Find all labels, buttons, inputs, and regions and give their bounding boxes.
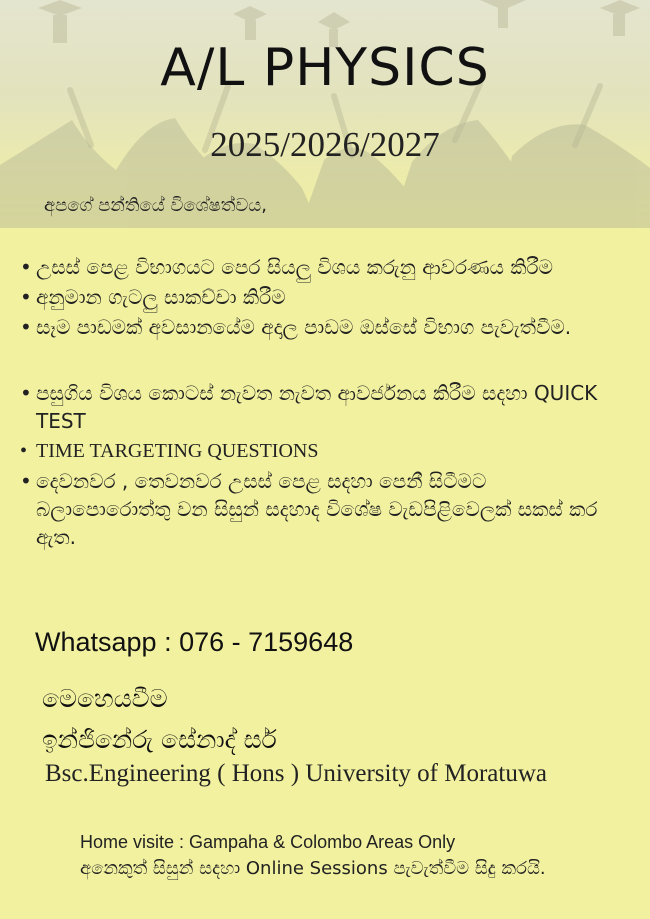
poster-title: A/L PHYSICS: [160, 38, 490, 98]
academic-years: 2025/2026/2027: [210, 125, 440, 164]
bullet-dot-icon: •: [20, 255, 32, 279]
feature-text: TIME TARGETING QUESTIONS: [36, 440, 319, 462]
bullet-dot-icon: •: [20, 285, 32, 309]
feature-item-repeat-students: [20, 467, 620, 551]
feature-text: පසුගිය විශය කොටස් නැවත නැවත ආවර්ජනය කිරීම සදහා QUICK TEST: [36, 381, 598, 433]
graduation-background: [0, 0, 650, 228]
teacher-name: ඉන්ජිනේරු සේනාද් සර්: [42, 725, 277, 754]
bullet-dot-icon: •: [20, 440, 28, 462]
conductor-label: මෙහෙයවීම: [42, 684, 168, 713]
feature-item-quick-test: [20, 379, 620, 435]
feature-item-time-targeting: [20, 437, 620, 465]
bullet-dot-icon: •: [20, 315, 32, 339]
online-sessions-note: අනෙකුත් සිසුන් සදහා Online Sessions පැවැත්වීම සිදු කරයි.: [80, 858, 546, 879]
feature-item-model-questions: [20, 283, 620, 311]
feature-text: දෙවනවර , තෙවනවර උසස් පෙළ සදහා පෙනී සිටීමට බලාපොරොත්තු වන සිසුන් සදහාද විශේෂ වැඩපිළිවෙලක් සකස් කර ඇත.: [36, 469, 598, 549]
features-intro: අපගේ පන්තියේ විශේෂත්වය,: [44, 195, 267, 216]
bullet-dot-icon: •: [20, 469, 32, 493]
whatsapp-contact: Whatsapp : 076 - 7159648: [35, 627, 354, 657]
feature-text: උසස් පෙළ විභාගයට පෙර සියලු විශය කරුනු ආවරණය කිරීම: [36, 255, 554, 279]
teacher-qualification: Bsc.Engineering ( Hons ) University of Moratuwa: [45, 760, 547, 787]
feature-text: අනුමාන ගැටලු සාකච්චා කිරීම: [36, 285, 286, 309]
bullet-dot-icon: •: [20, 381, 32, 405]
feature-list: [20, 253, 620, 553]
home-visit-note: Home visite : Gampaha & Colombo Areas Only: [80, 832, 456, 852]
feature-item-lesson-exams: [20, 313, 620, 341]
graduation-caps-icon: [0, 0, 650, 228]
feature-item-syllabus: [20, 253, 620, 281]
feature-text: සෑම පාඩමක් අවසානයේම අදාල පාඩම ඔස්සේ විභාග පැවැත්වීම.: [36, 315, 572, 339]
